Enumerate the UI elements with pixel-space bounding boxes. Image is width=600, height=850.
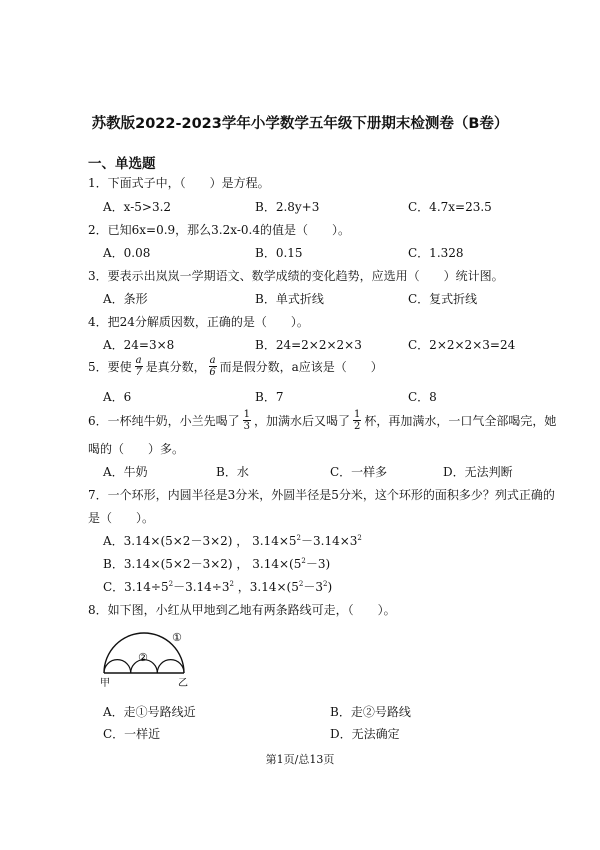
question-5-stem: 5．要使 $\frac{a}{7}$ 是真分数， $\frac{a}{6}$ 而是假分数，a应该是（ ） [88, 355, 383, 378]
route-2-arc-c [157, 660, 184, 673]
q5-option-a: A．6 [103, 390, 132, 404]
question-8-stem: 8．如下图，小红从甲地到乙地有两条路线可走，（ ）。 [88, 603, 396, 617]
q8-option-d: D．无法确定 [330, 727, 400, 741]
question-7-stem: 7．一个环形，内圆半径是3分米，外圆半径是5分米，这个环形的面积多少？列式正确的 [88, 488, 555, 502]
start-label: 甲 [100, 678, 110, 687]
q3-option-b: B．单式折线 [255, 292, 324, 306]
q6-option-a: A．牛奶 [103, 465, 148, 479]
q1-option-b: B．2.8y+3 [255, 200, 320, 214]
q2-option-b: B．0.15 [255, 246, 303, 260]
fraction-a-over-7: $\frac{a}{7}$ [135, 355, 142, 378]
section-heading: 一、单选题 [88, 156, 156, 172]
question-7-stem-line2: 是（ ）。 [88, 511, 155, 525]
end-label: 乙 [178, 678, 188, 687]
fraction-a-over-6: $\frac{a}{6}$ [209, 355, 216, 378]
q5-option-c: C．8 [408, 390, 437, 404]
q5-option-b: B．7 [255, 390, 284, 404]
q4-option-b: B．24=2×2×2×3 [255, 338, 362, 352]
q7-option-b: B．3.14×(5×2－3×2) ， $3.14\times(5^2-3)$ [103, 557, 331, 571]
question-6-stem: 6．一杯纯牛奶，小兰先喝了 $\frac{1}{3}$ ，加满水后又喝了 $\frac{1}{2}$ 杯，再加满水，一口气全部喝完，她 [88, 409, 557, 432]
page-footer: 第1页/总13页 [265, 753, 335, 766]
document-title: 苏教版2022-2023学年小学数学五年级下册期末检测卷（B卷） [91, 116, 509, 132]
question-6-stem-line2: 喝的（ ）多。 [88, 442, 185, 456]
question-4-stem: 4．把24分解质因数，正确的是（ ）。 [88, 315, 309, 329]
q3-option-a: A．条形 [103, 292, 148, 306]
fraction-one-half: $\frac{1}{2}$ [354, 409, 361, 432]
route-diagram [100, 625, 200, 687]
q2-option-c: C．1.328 [408, 246, 464, 260]
q8-option-b: B．走②号路线 [330, 705, 411, 719]
q4-option-c: C．2×2×2×3=24 [408, 338, 516, 352]
q7-option-c: C．$3.14\div 5^2-3.14\div 3^2$ ，$3.14\times(5^2-3^2)$ [103, 580, 333, 594]
q7-option-a: A．3.14×(5×2－3×2) ， $3.14\times 5^2-3.14\times 3^2$ [103, 534, 362, 548]
q8-option-a: A．走①号路线近 [103, 705, 196, 719]
q6-option-d: D．无法判断 [443, 465, 513, 479]
q6-option-c: C．一样多 [330, 465, 388, 479]
q2-option-a: A．0.08 [103, 246, 151, 260]
q1-option-c: C．4.7x=23.5 [408, 200, 492, 214]
question-3-stem: 3．要表示出岚岚一学期语文、数学成绩的变化趋势，应选用（ ）统计图。 [88, 269, 504, 283]
question-2-stem: 2．已知6x=0.9，那么3.2x-0.4的值是（ ）。 [88, 223, 350, 237]
q6-option-b: B．水 [216, 465, 249, 479]
route-2-arc-a [104, 660, 131, 673]
question-1-stem: 1．下面式子中，（ ）是方程。 [88, 176, 270, 190]
q3-option-c: C．复式折线 [408, 292, 478, 306]
route-2-label: ② [138, 651, 148, 664]
q4-option-a: A．24=3×8 [103, 338, 175, 352]
q1-option-a: A．x-5>3.2 [103, 200, 172, 214]
fraction-one-third: $\frac{1}{3}$ [243, 409, 251, 432]
q8-option-c: C．一样近 [103, 727, 161, 741]
route-1-label: ① [172, 631, 182, 644]
